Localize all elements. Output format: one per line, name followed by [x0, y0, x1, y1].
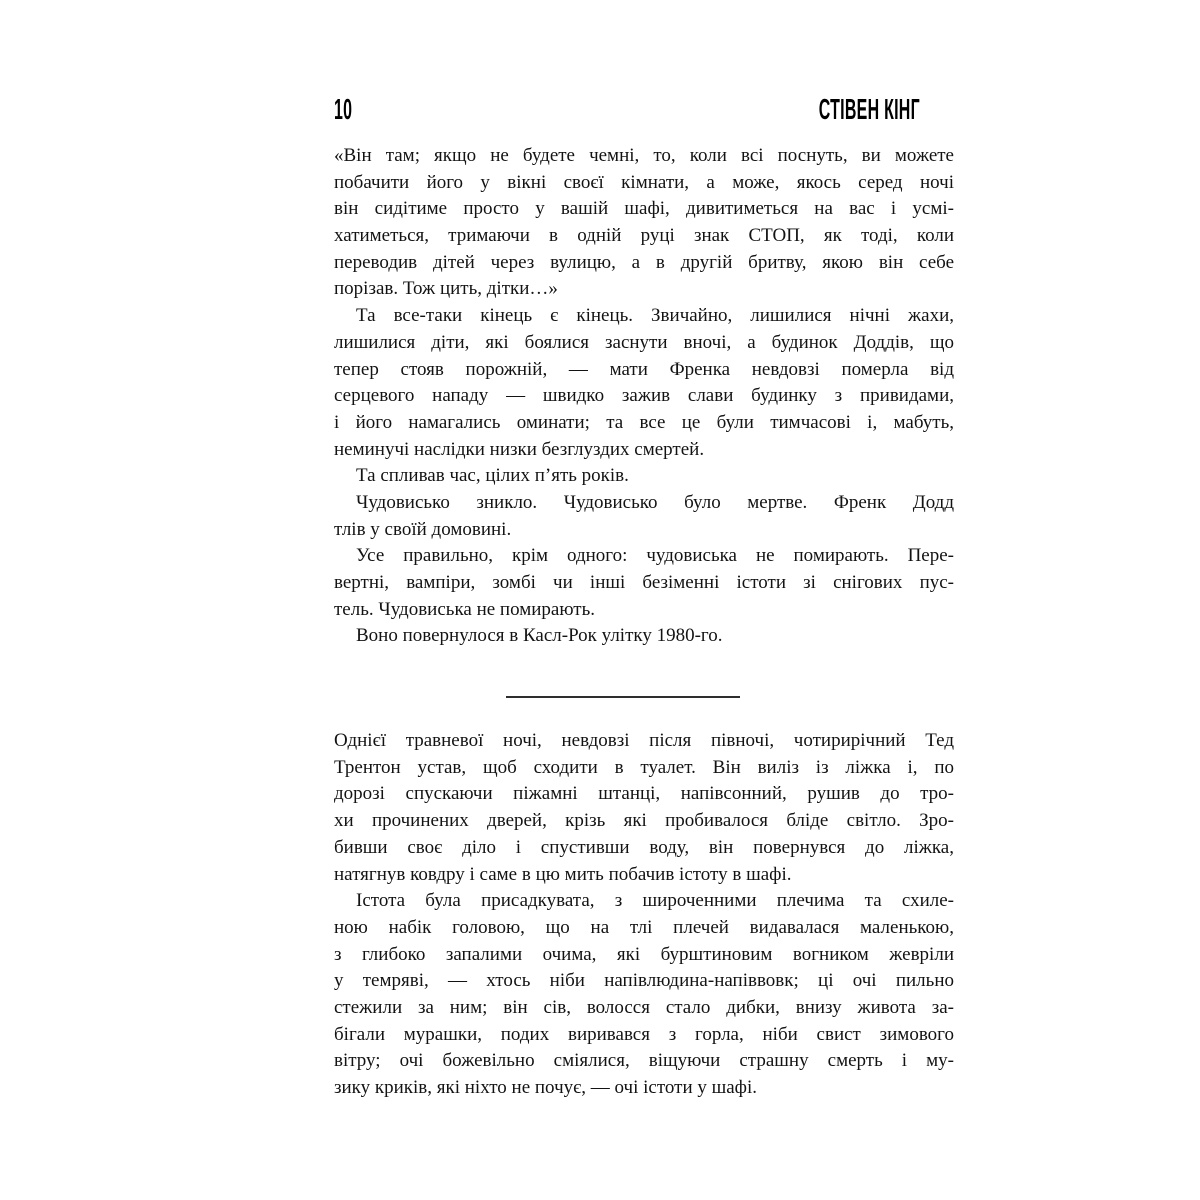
- text-line: вітру; очі божевільно сміялися, віщуючи страшну смерть і му-: [334, 1050, 954, 1072]
- text-line: тель. Чудовиська не помирають.: [334, 598, 596, 620]
- text-line: Трентон устав, щоб сходити в туалет. Він виліз із ліжка і, по: [334, 756, 954, 778]
- text-line: Однієї травневої ночі, невдовзі після півночі, чотирирічний Тед: [334, 730, 954, 752]
- text-line: у темряві, — хтось ніби напівлюдина-напіввовк; ці очі пильно: [334, 970, 954, 992]
- text-line: Та спливав час, цілих п’ять років.: [356, 465, 629, 487]
- text-line: Чудовисько зникло. Чудовисько було мертве. Френк Додд: [356, 491, 954, 513]
- text-line: бігали мурашки, подих виривався з горла, ніби свист зимового: [334, 1023, 954, 1045]
- page-number: 10: [334, 94, 353, 126]
- text-line: вертні, вампіри, зомбі чи інші безіменні істоти зі снігових пус-: [334, 572, 954, 593]
- text-line: тепер стояв порожній, — мати Френка невдовзі померла від: [334, 358, 954, 380]
- text-line: і його намагались оминати; та все це були тимчасові і, мабуть,: [334, 411, 954, 433]
- text-column: [334, 143, 954, 1102]
- text-line: лишилися діти, які боялися заснути вночі, а будинок Доддів, що: [334, 331, 954, 353]
- text-line: неминучі наслідки низки безглуздих смертей.: [334, 438, 705, 460]
- text-line: дорозі спускаючи піжамні штанці, напівсонний, рушив до тро-: [334, 783, 954, 805]
- page-header: [334, 95, 954, 125]
- text-line: ною набік головою, що на тлі плечей видавалася маленькою,: [334, 916, 954, 938]
- text-line: бивши своє діло і спустивши воду, він повернувся до ліжка,: [334, 836, 954, 858]
- text-section: [334, 728, 954, 1102]
- text-line: Усе правильно, крім одного: чудовиська не помирають. Пере-: [356, 545, 954, 567]
- text-line: Істота була присадкувата, з широченними плечима та схиле-: [356, 890, 954, 912]
- text-line: порізав. Тож цить, дітки…»: [334, 278, 558, 300]
- text-line: Воно повернулося в Касл-Рок улітку 1980-го.: [356, 625, 723, 647]
- text-line: натягнув ковдру і саме в цю мить побачив істоту в шафі.: [334, 863, 792, 885]
- text-line: зику криків, які ніхто не почує, — очі істоти у шафі.: [334, 1077, 758, 1098]
- text-section: [334, 143, 954, 650]
- text-line: тлів у своїй домовині.: [334, 518, 512, 540]
- section-divider: [506, 696, 740, 698]
- text-line: серцевого нападу — швидко зажив слави будинку з привидами,: [334, 385, 954, 407]
- text-line: хи прочинених дверей, крізь які пробивалося бліде світло. Зро-: [334, 810, 954, 832]
- text-line: стежили за ним; він сів, волосся стало дибки, внизу живота за-: [334, 996, 954, 1018]
- text-line: хатиметься, тримаючи в одній руці знак СТОП, як тоді, коли: [334, 225, 954, 247]
- text-line: переводив дітей через вулицю, а в другій бритву, якою він себе: [334, 251, 954, 273]
- running-head-author: СТІВЕН КІНГ: [818, 94, 920, 126]
- text-line: з глибоко запалими очима, які бурштиновим вогником жевріли: [334, 943, 954, 965]
- text-line: побачити його у вікні своєї кімнати, а може, якось серед ночі: [334, 171, 954, 193]
- text-line: він сидітиме просто у вашій шафі, дивитиметься на вас і усмі-: [334, 198, 954, 220]
- text-line: Та все-таки кінець є кінець. Звичайно, лишилися нічні жахи,: [356, 305, 954, 327]
- text-line: «Він там; якщо не будете чемні, то, коли всі поснуть, ви можете: [334, 145, 954, 166]
